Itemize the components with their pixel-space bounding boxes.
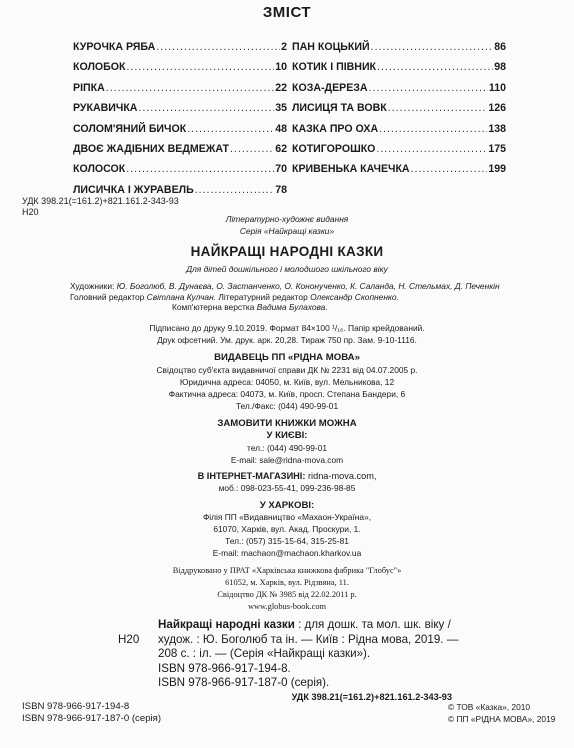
biblio-title-rest: : для дошк. та мол. шк. віку / xyxy=(294,618,451,631)
publisher-cert: Свідоцтво суб'єкта видавничої справи ДК № 2231 від 04.07.2005 р. xyxy=(156,365,418,375)
toc-item[interactable] xyxy=(292,163,506,183)
toc-item-page: 22 xyxy=(275,81,287,94)
toc-item-title: РІПКА xyxy=(73,81,105,94)
biblio-author-code: Н20 xyxy=(118,632,140,646)
biblio-isbn-2: ISBN 978-966-917-187-0 (серія). xyxy=(158,676,330,690)
online-shop-line xyxy=(0,471,574,482)
toc-item-page: 70 xyxy=(275,163,287,176)
edition-type: Літературно-художнє видання xyxy=(225,214,349,224)
toc-leader xyxy=(388,102,488,114)
book-title: НАЙКРАЩІ НАРОДНІ КАЗКИ xyxy=(190,244,384,259)
toc-leader xyxy=(106,82,274,94)
toc-item[interactable] xyxy=(73,143,287,163)
footer-isbn-1: ISBN 978-966-917-194-8 xyxy=(22,701,130,712)
footer-isbn-2: ISBN 978-966-917-187-0 (серія) xyxy=(22,713,162,724)
toc-leader xyxy=(411,163,488,175)
layout-designer: Вадима Булахова. xyxy=(256,302,328,313)
toc-item-title: РУКАВИЧКА xyxy=(73,102,138,115)
toc-item-page: 35 xyxy=(275,102,287,115)
illustrators: Ю. Боголюб, В. Дунаєва, О. Застанченко, О. Кононученко, К. Саланда, Н. Стельмах, Д. Печенкін xyxy=(116,281,500,291)
orders-kyiv-heading: У КИЄВІ: xyxy=(266,430,308,441)
toc-item-page: 10 xyxy=(275,61,287,74)
toc-leader xyxy=(138,102,274,114)
toc-item-title: ЛИСИЦЯ ТА ВОВК xyxy=(292,102,387,115)
toc-leader xyxy=(376,143,487,155)
online-shop-site[interactable]: ridna-mova.com, xyxy=(307,471,377,481)
toc-leader xyxy=(371,41,494,53)
kharkiv-heading: У ХАРКОВІ: xyxy=(259,500,315,511)
toc-item[interactable] xyxy=(292,41,506,61)
kharkiv-address: 61070, Харків, вул. Акад. Проскури, 1. xyxy=(213,524,361,534)
online-shop-label: В ІНТЕРНЕТ-МАГАЗИНІ: xyxy=(197,471,306,481)
toc-item-page: 138 xyxy=(488,122,506,135)
illustrators-label: Художники: xyxy=(70,281,115,291)
publisher-title: ВИДАВЕЦЬ ПП «РІДНА МОВА» xyxy=(214,352,360,363)
toc-item-title: КУРОЧКА РЯБА xyxy=(73,41,156,53)
toc-item-title: СОЛОМ'ЯНИЙ БИЧОК xyxy=(73,122,187,135)
credits-block xyxy=(70,281,550,313)
toc-item[interactable] xyxy=(292,123,506,143)
footer-isbn xyxy=(22,701,161,725)
kyiv-phone: тел.: (044) 490-99-01 xyxy=(246,443,328,453)
printer-line-3: Свідоцтво ДК № 3985 від 22.02.2011 р. xyxy=(217,590,357,599)
kharkiv-email[interactable]: E-mail: machaon@machaon.kharkov.ua xyxy=(212,548,362,558)
toc-title: ЗМІСТ xyxy=(262,4,312,21)
udk-code: УДК 398.21(=161.2)+821.161.2-343-93 xyxy=(22,196,179,206)
kyiv-email[interactable]: E-mail: sale@ridna-mova.com xyxy=(230,455,344,465)
print-info-1: Підписано до друку 9.10.2019. Формат 84×100 ¹/₁₆. Папір крейдований. xyxy=(149,323,425,333)
publisher-actual-address: Фактична адреса: 04073, м. Київ, просп. Степана Бандери, 6 xyxy=(168,389,406,399)
toc-item-title: КОЛОБОК xyxy=(73,61,126,74)
footer-copyright xyxy=(448,701,555,725)
lit-editor: Олександр Скопненко. xyxy=(310,291,399,302)
copyright-2: © ПП «РІДНА МОВА», 2019 xyxy=(448,714,556,724)
toc-item[interactable] xyxy=(73,61,287,81)
toc-right-column xyxy=(292,41,506,184)
kharkiv-branch: Філія ПП «Видавництво «Махаон-Україна», xyxy=(202,512,372,522)
toc-item[interactable] xyxy=(73,41,287,61)
toc-item-page: 199 xyxy=(488,163,506,176)
toc-leader xyxy=(156,41,280,53)
toc-item-page: 110 xyxy=(488,81,506,94)
printer-website[interactable]: www.globus-book.com xyxy=(247,602,327,611)
toc-item[interactable] xyxy=(73,102,287,122)
biblio-isbn-1: ISBN 978-966-917-194-8. xyxy=(158,661,291,675)
layout-label: Комп'ютерна верстка xyxy=(172,302,255,313)
kharkiv-phone: Тел.: (057) 315-15-64, 315-25-81 xyxy=(225,536,349,546)
toc-item[interactable] xyxy=(73,163,287,183)
toc-item[interactable] xyxy=(292,82,506,102)
toc-leader xyxy=(379,123,487,135)
toc-leader xyxy=(187,123,274,135)
toc-item-page: 2 xyxy=(281,41,287,53)
audience-label: Для дітей дошкільного і молодшого шкільного віку xyxy=(186,264,388,274)
publisher-legal-address: Юридична адреса: 04050, м. Київ, вул. Мельникова, 12 xyxy=(179,377,395,387)
toc-item-page: 78 xyxy=(275,183,287,196)
copyright-1: © ТОВ «Казка», 2010 xyxy=(448,702,531,712)
toc-item-title: КОЗА-ДЕРЕЗА xyxy=(292,81,368,94)
toc-left-column xyxy=(73,41,287,204)
toc-item-page: 62 xyxy=(275,142,287,155)
orders-heading: ЗАМОВИТИ КНИЖКИ МОЖНА xyxy=(217,418,357,429)
chief-editor-label: Головний редактор xyxy=(70,291,145,302)
toc-item-page: 175 xyxy=(488,142,506,155)
toc-item-page: 126 xyxy=(488,102,506,115)
toc-item-title: КАЗКА ПРО ОХА xyxy=(292,122,379,135)
biblio-title: Найкращі народні казки xyxy=(158,618,295,631)
toc-item[interactable] xyxy=(292,61,506,81)
series-label: Серія «Найкращі казки» xyxy=(239,226,335,236)
toc-leader xyxy=(126,163,274,175)
toc-leader xyxy=(195,184,275,196)
toc-leader xyxy=(377,61,493,73)
toc-item-title: КОТИК І ПІВНИК xyxy=(292,61,377,74)
toc-item-page: 48 xyxy=(275,122,287,135)
toc-item-title: ДВОЄ ЖАДІБНИХ ВЕДМЕЖАТ xyxy=(73,142,229,155)
biblio-line-2: худож. : Ю. Боголюб та ін. — Київ : Рідна мова, 2019. — xyxy=(158,632,459,646)
toc-item-page: 98 xyxy=(494,61,506,74)
biblio-udk: УДК 398.21(=161.2)+821.161.2-343-93 xyxy=(291,692,452,702)
toc-leader xyxy=(126,61,274,73)
toc-leader xyxy=(369,82,488,94)
publisher-phone: Тел./Факс: (044) 490-99-01 xyxy=(235,401,339,411)
toc-item-title: КРИВЕНЬКА КАЧЕЧКА xyxy=(292,163,410,176)
toc-item[interactable] xyxy=(73,82,287,102)
toc-item[interactable] xyxy=(292,102,506,122)
biblio-line-3: 208 с. : іл. — (Серія «Найкращі казки»). xyxy=(158,647,371,661)
lit-editor-label: Літературний редактор xyxy=(218,291,308,302)
toc-item[interactable] xyxy=(292,143,506,163)
author-code: Н20 xyxy=(22,207,39,217)
toc-item-page: 86 xyxy=(494,41,506,53)
print-info-2: Друк офсетний. Ум. друк. арк. 20,28. Тираж 750 пр. Зам. 9-10-1116. xyxy=(157,335,417,345)
toc-item-title: ПАН КОЦЬКИЙ xyxy=(292,41,370,53)
toc-item-title: КОТИГОРОШКО xyxy=(292,142,376,155)
toc-leader xyxy=(230,143,274,155)
toc-item-title: КОЛОСОК xyxy=(73,163,126,176)
toc-item-title: ЛИСИЧКА І ЖУРАВЕЛЬ xyxy=(73,183,194,196)
toc-item[interactable] xyxy=(73,123,287,143)
printer-line-2: 61052, м. Харків, вул. Рідзвяна, 11. xyxy=(225,578,349,587)
printer-line-1: Віддруковано у ПРАТ «Харківська книжкова фабрика "Глобус"» xyxy=(172,566,402,575)
chief-editor: Світлана Кулчан. xyxy=(146,291,217,302)
online-shop-mobile: моб.: 098-023-55-41, 099-236-98-85 xyxy=(218,483,356,493)
bibliographic-record xyxy=(118,618,558,691)
